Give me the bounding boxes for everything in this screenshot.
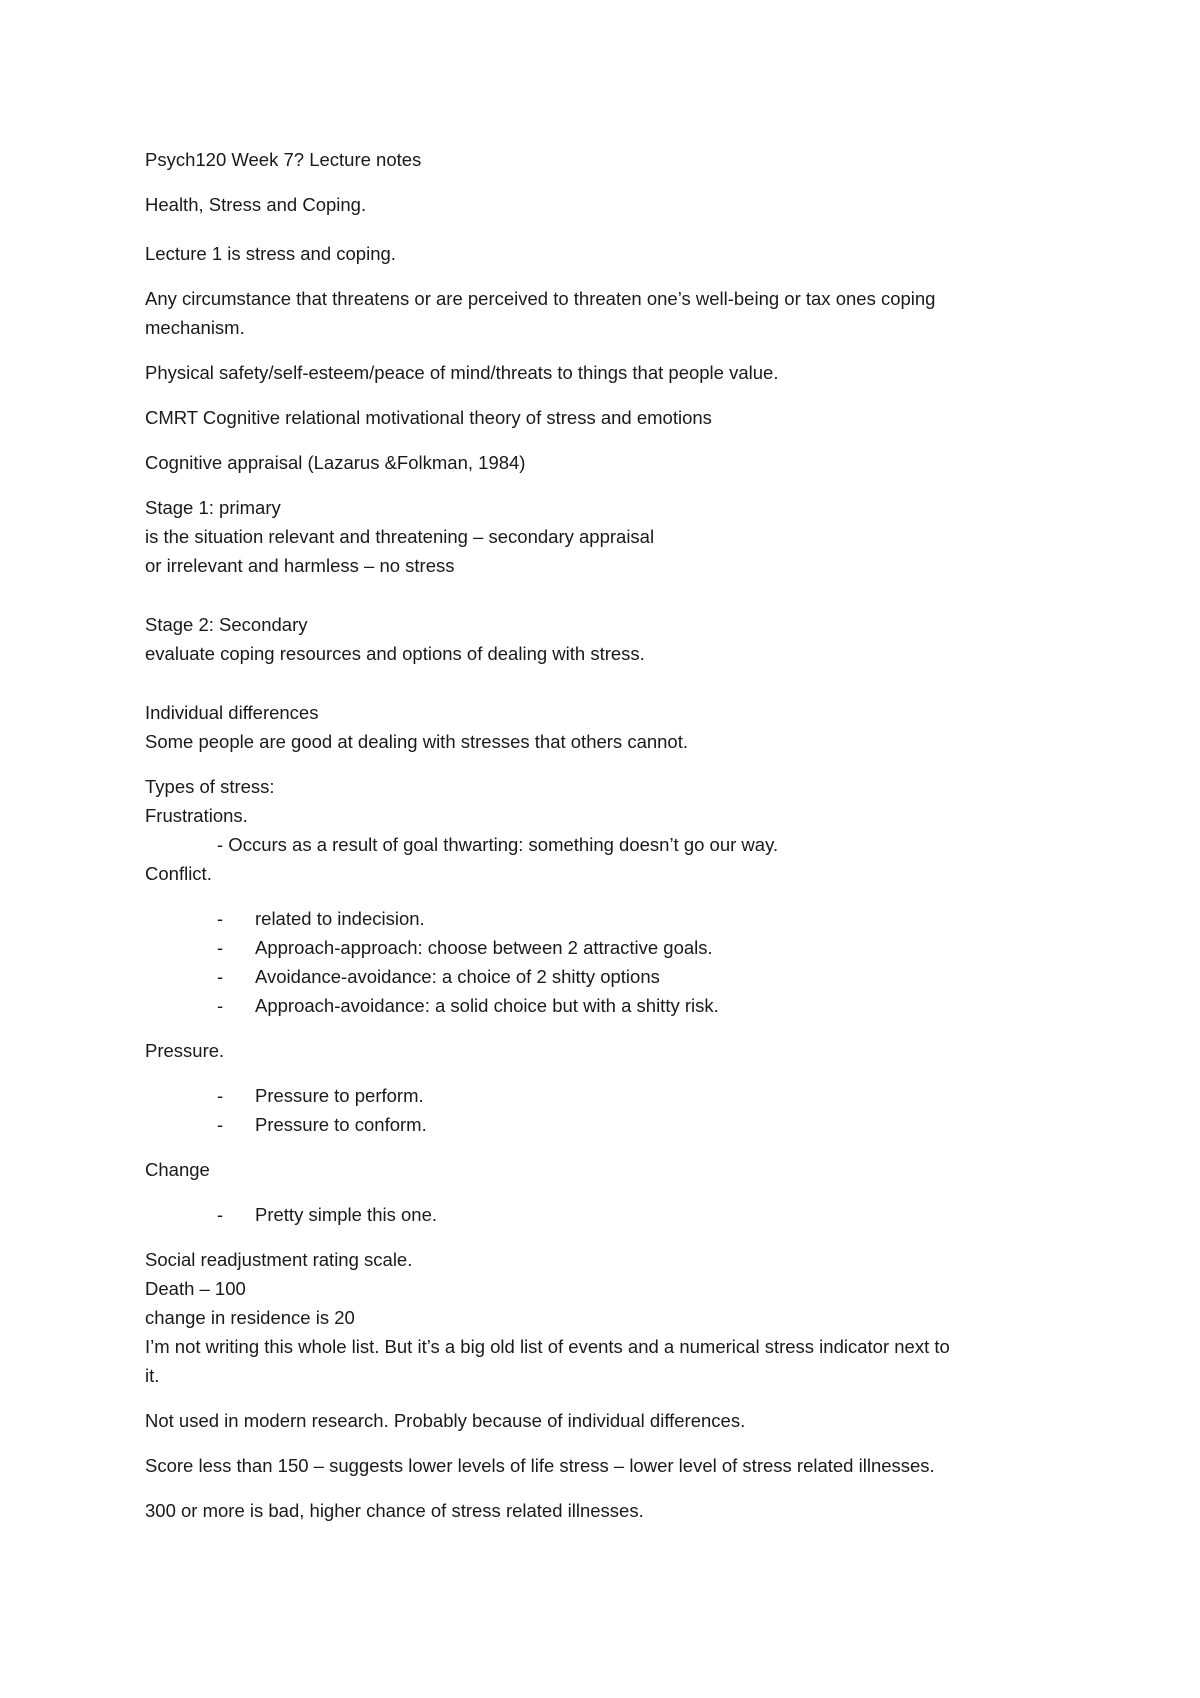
srrs-line-1: Death – 100 (145, 1278, 246, 1299)
score-low-paragraph: Score less than 150 – suggests lower levels of life stress – lower level of stress related illnesses. (145, 1455, 935, 1476)
threats-paragraph: Physical safety/self-esteem/peace of mind/threats to things that people value. (145, 362, 779, 383)
conflict-label: Conflict. (145, 863, 212, 884)
srrs-line-2: change in residence is 20 (145, 1307, 355, 1328)
cmrt-paragraph: CMRT Cognitive relational motivational theory of stress and emotions (145, 407, 712, 428)
document-body (145, 145, 1065, 1541)
dash-bullet: - (217, 1204, 224, 1225)
list-item: - Pressure to conform. (145, 1110, 1065, 1139)
srrs-block (145, 1245, 1065, 1390)
dash-bullet: - (217, 995, 224, 1016)
frustrations-label: Frustrations. (145, 805, 248, 826)
types-heading: Types of stress: (145, 776, 275, 797)
dash-bullet: - (217, 966, 224, 987)
pressure-label: Pressure. (145, 1040, 225, 1061)
srrs-line-3: I’m not writing this whole list. But it’s a big old list of events and a numerical stress indicator next to (145, 1336, 950, 1357)
individual-differences-heading: Individual differences (145, 702, 319, 723)
stage-1-block (145, 493, 1065, 580)
dash-bullet: - (217, 908, 224, 929)
dash-bullet: - (217, 937, 224, 958)
frustrations-note: - Occurs as a result of goal thwarting: something doesn’t go our way. (217, 834, 779, 855)
list-item: - Approach-avoidance: a solid choice but with a shitty risk. (145, 991, 1065, 1020)
stage-1-heading: Stage 1: primary (145, 497, 281, 518)
not-used-paragraph: Not used in modern research. Probably because of individual differences. (145, 1410, 746, 1431)
document-subtitle: Health, Stress and Coping. (145, 194, 367, 215)
stage-1-line-2: or irrelevant and harmless – no stress (145, 555, 455, 576)
list-item: - Pressure to perform. (145, 1081, 1065, 1110)
lecture-intro: Lecture 1 is stress and coping. (145, 243, 396, 264)
change-label: Change (145, 1159, 210, 1180)
definition-line-1: Any circumstance that threatens or are perceived to threaten one’s well-being or tax ones coping (145, 288, 936, 309)
conflict-list (145, 904, 1065, 1020)
individual-differences-line: Some people are good at dealing with stresses that others cannot. (145, 731, 689, 752)
dash-bullet: - (217, 1085, 224, 1106)
stage-1-line-1: is the situation relevant and threatening – secondary appraisal (145, 526, 655, 547)
srrs-heading: Social readjustment rating scale. (145, 1249, 413, 1270)
list-item: - Approach-approach: choose between 2 attractive goals. (145, 933, 1065, 962)
change-list (145, 1200, 1065, 1229)
stage-2-heading: Stage 2: Secondary (145, 614, 308, 635)
dash-bullet: - (217, 1114, 224, 1135)
pressure-list (145, 1081, 1065, 1139)
stress-definition (145, 284, 1065, 342)
list-item: - related to indecision. (145, 904, 1065, 933)
list-item: - Avoidance-avoidance: a choice of 2 shitty options (145, 962, 1065, 991)
list-item: - Pretty simple this one. (145, 1200, 1065, 1229)
types-of-stress-block (145, 772, 1065, 888)
stage-2-line-1: evaluate coping resources and options of dealing with stress. (145, 643, 645, 664)
appraisal-paragraph: Cognitive appraisal (Lazarus &Folkman, 1984) (145, 452, 526, 473)
score-high-paragraph: 300 or more is bad, higher chance of stress related illnesses. (145, 1500, 644, 1521)
srrs-line-4: it. (145, 1365, 160, 1386)
stage-2-block (145, 610, 1065, 668)
definition-line-2: mechanism. (145, 317, 245, 338)
page-title: Psych120 Week 7? Lecture notes (145, 149, 422, 170)
individual-differences-block (145, 698, 1065, 756)
